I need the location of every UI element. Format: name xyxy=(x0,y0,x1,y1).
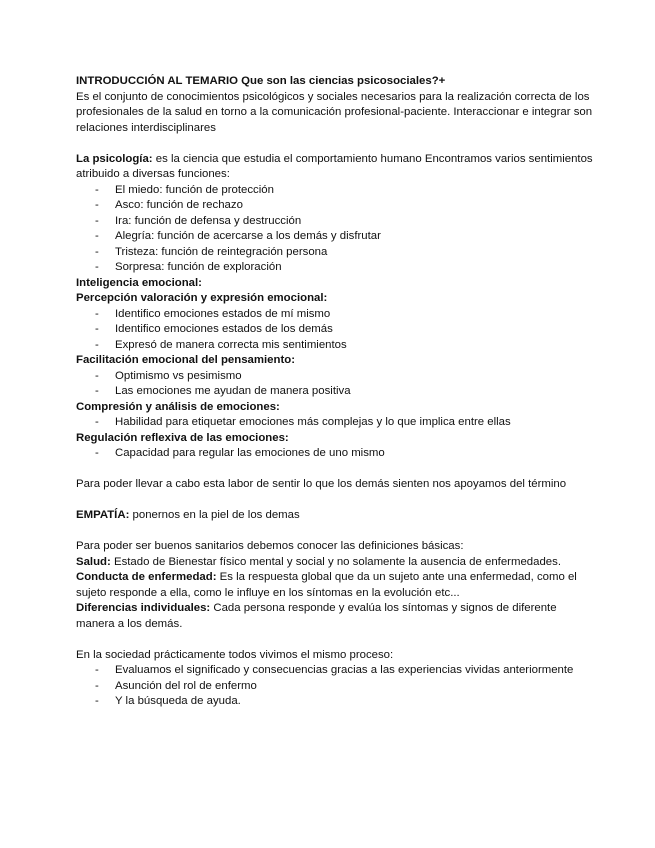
inteligencia-heading: Inteligencia emocional: xyxy=(76,276,202,289)
list-item: - Alegría: función de acercarse a los demás y disfrutar xyxy=(76,229,596,245)
list-item: - Y la búsqueda de ayuda. xyxy=(76,694,596,710)
salud-term: Salud: xyxy=(76,555,111,568)
facilitacion-heading: Facilitación emocional del pensamiento: xyxy=(76,354,296,366)
compresion-list xyxy=(76,415,596,431)
list-item: - Tristeza: función de reintegración persona xyxy=(76,245,596,261)
list-item: - Las emociones me ayudan de manera positiva xyxy=(76,384,596,400)
compresion-heading: Compresión y análisis de emociones: xyxy=(76,400,280,413)
facilitacion-list xyxy=(76,369,596,400)
list-item: - Identifico emociones estados de los demás xyxy=(76,322,596,338)
list-item: - Evaluamos el significado y consecuencias gracias a las experiencias vividas anteriormente xyxy=(76,663,596,679)
emotions-list xyxy=(76,183,596,276)
list-item: - Capacidad para regular las emociones de uno mismo xyxy=(76,446,596,462)
conducta-text: Es la respuesta global que da un sujeto ante una enfermedad, como el sujeto responde a ella, como le influye en los síntomas en la evolución etc... xyxy=(76,571,577,599)
intro-text: Es el conjunto de conocimientos psicológicos y sociales necesarios para la realización correcta de los profesionales de la salud en torno a la comunicación profesional-paciente. Interaccionar e integrar son relaciones interdisciplinares xyxy=(76,90,593,134)
psicologia-term: La psicología: xyxy=(76,152,153,165)
document-page xyxy=(76,74,596,710)
list-item: - Sorpresa: función de exploración xyxy=(76,260,596,276)
conducta-definition xyxy=(76,570,596,601)
definiciones-intro: Para poder ser buenos sanitarios debemos conocer las definiciones básicas: xyxy=(76,540,464,552)
diferencias-term: Diferencias individuales: xyxy=(76,602,211,614)
psicologia-text: es la ciencia que estudia el comportamiento humano Encontramos varios sentimientos atribuido a diversas funciones: xyxy=(76,152,593,180)
list-item: - Ira: función de defensa y destrucción xyxy=(76,214,596,230)
percepcion-heading: Percepción valoración y expresión emocional: xyxy=(76,292,328,304)
salud-definition xyxy=(76,555,596,571)
sociedad-intro: En la sociedad prácticamente todos vivimos el mismo proceso: xyxy=(76,648,394,661)
list-item: - Expresó de manera correcta mis sentimientos xyxy=(76,338,596,354)
diferencias-definition xyxy=(76,601,596,632)
sociedad-list xyxy=(76,663,596,710)
empatia-paragraph xyxy=(76,508,596,524)
diferencias-text: Cada persona responde y evalúa los síntomas y signos de diferente manera a los demás. xyxy=(76,602,557,630)
regulacion-list xyxy=(76,446,596,462)
salud-text: Estado de Bienestar físico mental y social y no solamente la ausencia de enfermedades. xyxy=(110,555,561,568)
conducta-term: Conducta de enfermedad: xyxy=(76,571,217,583)
para-poder-text: Para poder llevar a cabo esta labor de sentir lo que los demás sienten nos apoyamos del término xyxy=(76,478,567,490)
percepcion-list xyxy=(76,307,596,354)
empatia-term: EMPATÍA: xyxy=(76,509,130,521)
list-item: - Habilidad para etiquetar emociones más complejas y lo que implica entre ellas xyxy=(76,415,596,431)
list-item: - Identifico emociones estados de mí mismo xyxy=(76,307,596,323)
list-item: - El miedo: función de protección xyxy=(76,183,596,199)
empatia-text: ponernos en la piel de los demas xyxy=(129,509,300,521)
list-item: - Asco: función de rechazo xyxy=(76,198,596,214)
regulacion-heading: Regulación reflexiva de las emociones: xyxy=(76,431,289,444)
list-item: - Optimismo vs pesimismo xyxy=(76,369,596,385)
psicologia-paragraph xyxy=(76,152,596,183)
list-item: - Asunción del rol de enfermo xyxy=(76,679,596,695)
intro-heading: INTRODUCCIÓN AL TEMARIO Que son las ciencias psicosociales?+ xyxy=(76,75,446,87)
